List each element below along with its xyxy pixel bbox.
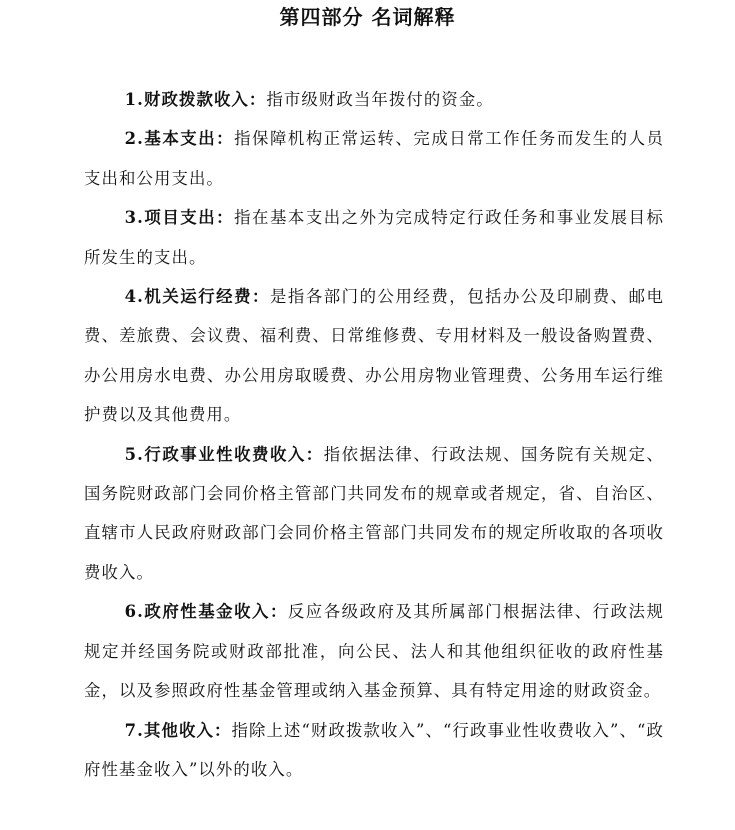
- glossary-definition: 指依据法律、行政法规、国务院有关规定、国务院财政部门会同价格主管部门共同发布的规章或者规定，省、自治区、直辖市人民政府财政部门会同价格主管部门共同发布的规定所收取的各项收费收入。: [84, 444, 665, 582]
- glossary-item-1: [84, 80, 664, 119]
- glossary-definition: 反应各级政府及其所属部门根据法律、行政法规规定并经国务院或财政部批准，向公民、法人和其他组织征收的政府性基金，以及参照政府性基金管理或纳入基金预算、具有特定用途的财政资金。: [84, 602, 664, 701]
- page-title: 第四部分 名词解释: [279, 5, 456, 29]
- glossary-item-3: [84, 198, 664, 277]
- glossary-item-6: [84, 592, 664, 710]
- glossary-term: 1.财政拨款收入：: [124, 90, 267, 109]
- glossary-term: 4.机关运行经费：: [124, 287, 270, 307]
- glossary-list: [84, 80, 664, 789]
- glossary-item-5: [84, 435, 664, 593]
- glossary-term: 3.项目支出：: [124, 208, 235, 228]
- glossary-definition: 是指各部门的公用经费，包括办公及印刷费、邮电费、差旅费、会议费、福利费、日常维修费、专用材料及一般设备购置费、办公用房水电费、办公用房取暖费、办公用房物业管理费、公务用车运行维护费以及其他费用。: [84, 287, 665, 425]
- glossary-definition: 指除上述“财政拨款收入”、“行政事业性收费收入”、“政府性基金收入”以外的收入。: [84, 720, 664, 779]
- glossary-term: 5.行政事业性收费收入：: [124, 444, 324, 464]
- glossary-term: 7.其他收入：: [124, 720, 232, 740]
- glossary-definition: 指保障机构正常运转、完成日常工作任务而发生的人员支出和公用支出。: [84, 129, 665, 188]
- glossary-item-7: [84, 711, 664, 790]
- glossary-definition: 指在基本支出之外为完成特定行政任务和事业发展目标所发生的支出。: [84, 208, 665, 267]
- glossary-definition: 指市级财政当年拨付的资金。: [266, 90, 494, 109]
- glossary-item-2: [84, 119, 664, 198]
- glossary-term: 6.政府性基金收入：: [124, 602, 288, 622]
- glossary-item-4: [84, 277, 664, 435]
- glossary-term: 2.基本支出：: [124, 129, 235, 149]
